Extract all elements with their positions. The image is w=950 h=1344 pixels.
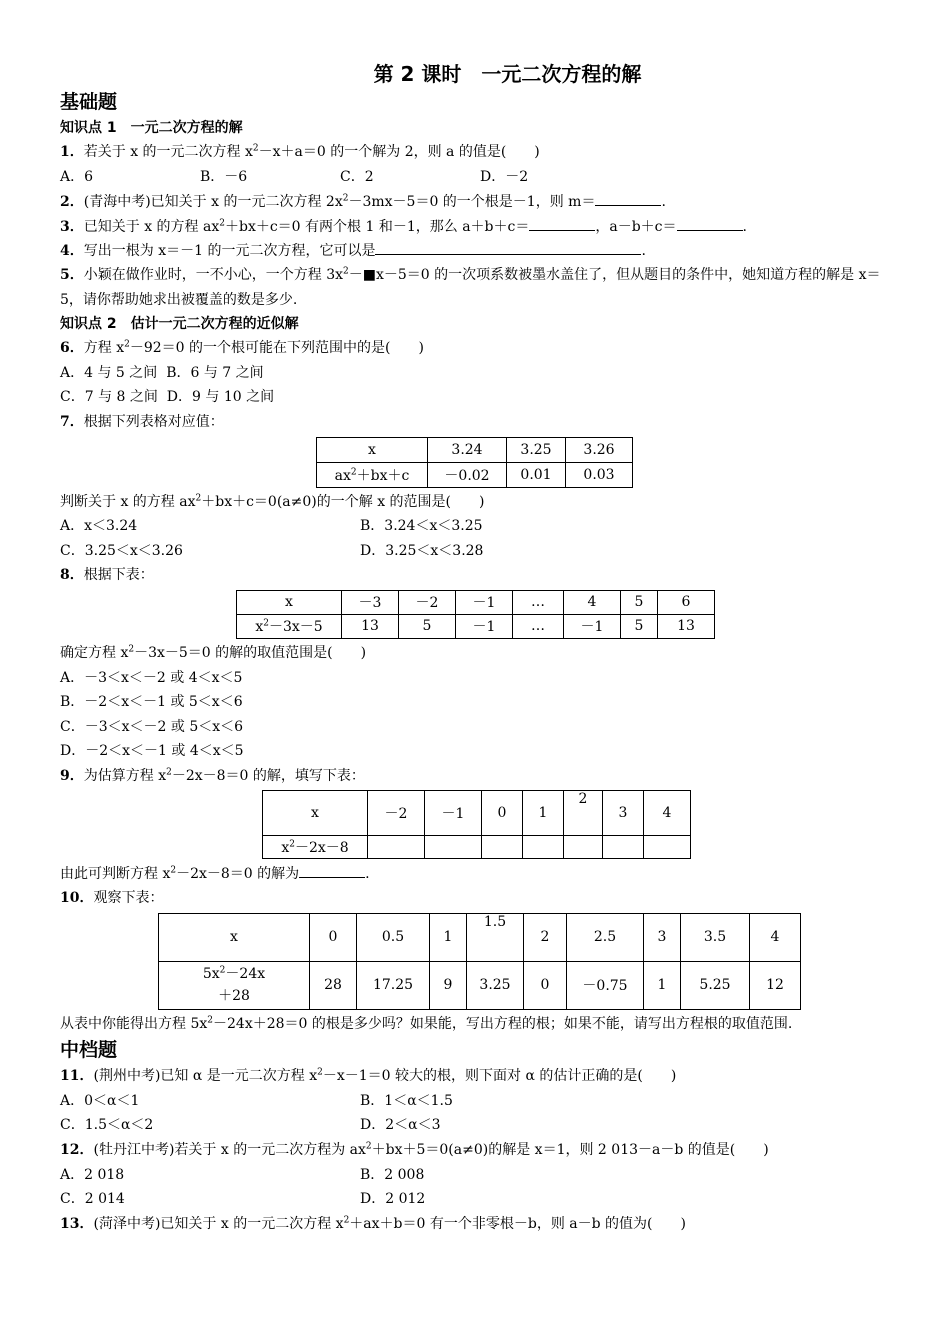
table-cell: $x^2-2x-8$ [263, 836, 368, 859]
option-a: A．－3＜x＜－2 或 4＜x＜5 [60, 669, 243, 686]
option-b: B．2 008 [360, 1166, 425, 1183]
table-cell: x [237, 590, 342, 614]
option-a: A．0＜α＜1 [60, 1092, 140, 1109]
table-fill-cell[interactable] [603, 836, 644, 859]
option-b: B．－2＜x＜－1 或 5＜x＜6 [60, 694, 243, 711]
table-cell: 1 [523, 791, 564, 836]
knowledge-point-2: 知识点 2 估计一元二次方程的近似解 [60, 316, 299, 333]
table-fill-cell[interactable] [482, 836, 523, 859]
question-12-options-cd [60, 1187, 895, 1212]
table-cell: $x^2-3x-5$ [237, 614, 342, 638]
question-8: 8．根据下表： [60, 567, 154, 584]
table-cell: 12 [750, 961, 801, 1009]
question-8-prompt: 确定方程 $x^2-3x-5=0$ 的解的取值范围是( ) [60, 644, 367, 661]
option-a: A．6 [60, 168, 94, 185]
question-1-options [60, 165, 895, 190]
question-6: 6．方程 $x^2-92=0$ 的一个根可能在下列范围中的是( ) [60, 339, 424, 357]
answer-blank[interactable] [299, 861, 365, 878]
question-6-options-ab [60, 361, 895, 386]
table-fill-cell[interactable] [564, 836, 603, 859]
option-c: C．3.25＜x＜3.26 [60, 542, 183, 559]
option-d: D．9 与 10 之间 [166, 389, 275, 406]
table-cell: 17.25 [357, 961, 430, 1009]
option-d: D．3.25＜x＜3.28 [360, 542, 484, 559]
table-cell: $ax^2+bx+c$ [317, 462, 428, 487]
table-cell: $5x^2-24x$ ＋28 [159, 961, 310, 1009]
table-cell: 1 [430, 913, 467, 961]
table-cell: －0.75 [567, 961, 644, 1009]
table-cell: … [513, 590, 564, 614]
question-9-answer: 由此可判断方程 $x^2-2x-8=0$ 的解为 . [60, 861, 895, 886]
section-mid-heading: 中档题 [60, 1039, 118, 1062]
table-cell: 3.25 [467, 961, 524, 1009]
section-basic-heading: 基础题 [60, 91, 118, 113]
page-title: 第 2 课时 一元二次方程的解 [373, 62, 642, 86]
question-12-options-ab [60, 1163, 895, 1188]
table-cell: 0.5 [357, 913, 430, 961]
table-cell: 5.25 [681, 961, 750, 1009]
table-cell: x [263, 791, 368, 836]
table-cell: 5 [621, 590, 658, 614]
table-cell: 4 [644, 791, 691, 836]
question-7-options-cd [60, 539, 895, 564]
table-cell: －3 [342, 590, 399, 614]
table-cell: －1 [425, 791, 482, 836]
table-cell: 28 [310, 961, 357, 1009]
table-cell: 3.26 [566, 437, 633, 462]
table-cell: … [513, 614, 564, 638]
table-cell: 4 [564, 590, 621, 614]
option-b: B．1＜α＜1.5 [360, 1092, 453, 1109]
option-c: C．7 与 8 之间 [60, 389, 158, 406]
table-cell: 3.5 [681, 913, 750, 961]
question-3: 3．已知关于 x 的方程 $ax^2+bx+c=0$ 有两个根 1 和－1，那么 a＋b＋c＝ ，a－b＋c＝ . [60, 214, 895, 239]
option-d: D．2 012 [360, 1191, 426, 1208]
table-fill-cell[interactable] [523, 836, 564, 859]
table-cell: 6 [658, 590, 715, 614]
table-cell: 9 [430, 961, 467, 1009]
table-cell: 0.03 [566, 462, 633, 487]
table-cell: 2 [564, 791, 603, 836]
option-a: A．2 018 [60, 1166, 125, 1183]
table-cell: 0 [310, 913, 357, 961]
table-cell: 3 [603, 791, 644, 836]
question-5: 5．小颖在做作业时，一不小心，一个方程 $3x^2-■x-5=0$ 的一次项系数被墨水盖住了，但从题目的条件中，她知道方程的解是 x＝5，请你帮助她求出被覆盖的数是多少. [60, 266, 881, 308]
question-10-prompt: 从表中你能得出方程 $5x^2-24x+28=0$ 的根是多少吗？如果能，写出方程的根；如果不能，请写出方程根的取值范围. [60, 1015, 793, 1032]
question-11-options-ab [60, 1089, 895, 1114]
table-cell: 13 [658, 614, 715, 638]
table-cell: 3.25 [507, 437, 566, 462]
option-c: C．2 [340, 168, 374, 185]
question-9-table [262, 790, 691, 859]
answer-blank[interactable] [677, 214, 743, 231]
table-cell: 0 [482, 791, 523, 836]
question-7-table [316, 437, 633, 488]
answer-blank[interactable] [529, 214, 595, 231]
question-2: 2．(青海中考)已知关于 x 的一元二次方程 $2x^2-3mx-5=0$ 的一个根是－1，则 m＝ . [60, 189, 895, 214]
table-fill-cell[interactable] [368, 836, 425, 859]
option-d: D．－2＜x＜－1 或 4＜x＜5 [60, 743, 244, 760]
answer-blank[interactable] [375, 238, 641, 255]
table-cell: 5 [399, 614, 456, 638]
option-b: B．3.24＜x＜3.25 [360, 518, 483, 535]
option-d: D．2＜α＜3 [360, 1117, 441, 1134]
table-cell: 13 [342, 614, 399, 638]
table-fill-cell[interactable] [644, 836, 691, 859]
option-b: B．6 与 7 之间 [166, 364, 264, 381]
question-1: 1．若关于 x 的一元二次方程 $x^2-x+a=0$ 的一个解为 2，则 a 的值是( ) [60, 143, 540, 160]
question-12: 12．(牡丹江中考)若关于 x 的一元二次方程为 $ax^2+bx+5=0(a\ne 0)$的解是 x＝1，则 2 013－a－b 的值是( ) [60, 1141, 769, 1159]
question-6-options-cd [60, 385, 895, 410]
option-b: B．－6 [200, 168, 248, 185]
option-c: C．1.5＜α＜2 [60, 1117, 154, 1134]
table-cell: 0 [524, 961, 567, 1009]
table-cell: 2 [524, 913, 567, 961]
worksheet-page [60, 60, 895, 1236]
table-cell: －2 [368, 791, 425, 836]
table-cell: 3.24 [428, 437, 507, 462]
option-d: D．－2 [480, 168, 529, 185]
answer-blank[interactable] [595, 189, 661, 206]
question-7-prompt: 判断关于 x 的方程 $ax^2+bx+c=0(a\ne 0)$的一个解 x 的范围是( ) [60, 492, 485, 510]
option-c: C．2 014 [60, 1191, 125, 1208]
question-7-options-ab [60, 514, 895, 539]
table-cell: 0.01 [507, 462, 566, 487]
table-cell: 1.5 [467, 913, 524, 961]
question-4: 4．写出一根为 x＝－1 的一元二次方程，它可以是 . [60, 238, 895, 263]
table-cell: －1 [456, 614, 513, 638]
table-cell: －1 [564, 614, 621, 638]
option-c: C．－3＜x＜－2 或 5＜x＜6 [60, 718, 244, 735]
table-cell: 5 [621, 614, 658, 638]
knowledge-point-1: 知识点 1 一元二次方程的解 [60, 120, 243, 136]
table-cell: 3 [644, 913, 681, 961]
question-8-table [236, 590, 715, 639]
question-10-table [158, 913, 801, 1010]
table-cell: －0.02 [428, 462, 507, 487]
table-cell: 4 [750, 913, 801, 961]
table-cell: －1 [456, 590, 513, 614]
table-cell: x [159, 913, 310, 961]
table-cell: 2.5 [567, 913, 644, 961]
option-a: A．4 与 5 之间 [60, 364, 158, 381]
table-fill-cell[interactable] [425, 836, 482, 859]
question-10: 10．观察下表： [60, 890, 164, 907]
question-13: 13．(菏泽中考)已知关于 x 的一元二次方程 $x^2+ax+b=0$ 有一个非零根－b，则 a－b 的值为( ) [60, 1215, 686, 1232]
question-11-options-cd [60, 1113, 895, 1138]
question-11: 11．(荆州中考)已知 α 是一元二次方程 $x^2-x-1=0$ 较大的根，则下面对 α 的估计正确的是( ) [60, 1067, 677, 1085]
option-a: A．x＜3.24 [60, 518, 138, 535]
question-7: 7．根据下列表格对应值： [60, 413, 224, 430]
table-cell: x [317, 437, 428, 462]
table-cell: －2 [399, 590, 456, 614]
table-cell: 1 [644, 961, 681, 1009]
question-9: 9．为估算方程 $x^2-2x-8=0$ 的解，填写下表： [60, 767, 365, 784]
